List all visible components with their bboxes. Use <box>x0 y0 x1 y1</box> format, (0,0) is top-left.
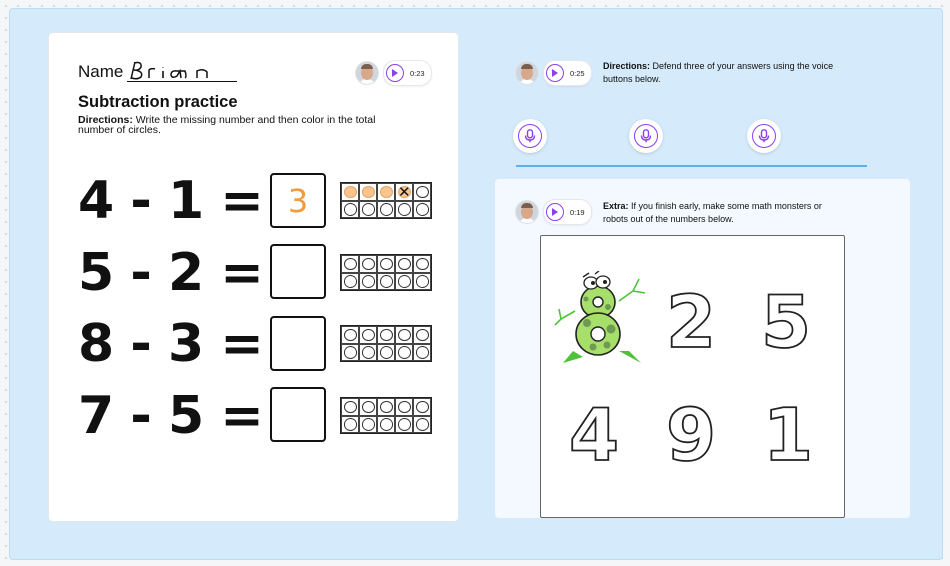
circle <box>344 203 357 216</box>
circle <box>398 329 411 342</box>
mic-icon <box>758 129 770 143</box>
ten-frame[interactable] <box>340 325 432 362</box>
ten-frame-cell[interactable] <box>341 273 359 291</box>
directions-text: Write the missing number and then color in the total number of circles. <box>78 114 376 136</box>
ten-frame-cell[interactable] <box>341 416 359 434</box>
worksheet-page <box>49 33 458 521</box>
circle <box>344 258 357 271</box>
circle <box>344 401 357 414</box>
circle <box>416 203 429 216</box>
circle <box>380 418 393 431</box>
extra-text: If you finish early, make some math monsters or robots out of the numbers below. <box>603 201 822 224</box>
worksheet-title: Subtraction practice <box>78 93 238 111</box>
voice-duration: 0:25 <box>570 68 585 78</box>
circle <box>416 401 429 414</box>
record-button-2[interactable] <box>629 119 663 153</box>
problem-expression: 7 - 5 = <box>78 386 263 446</box>
ten-frame-cell[interactable] <box>413 398 431 416</box>
ten-frame-cell[interactable] <box>377 416 395 434</box>
circle <box>380 346 393 359</box>
ten-frame-cell[interactable] <box>341 183 359 201</box>
section-divider <box>516 165 867 167</box>
avatar <box>516 62 538 84</box>
name-field[interactable] <box>127 59 237 82</box>
answer-box[interactable] <box>270 316 326 371</box>
voice-duration: 0:23 <box>410 68 425 78</box>
ten-frame-cell[interactable] <box>377 326 395 344</box>
ten-frame-cell[interactable] <box>377 273 395 291</box>
ten-frame-cell[interactable] <box>413 344 431 362</box>
answer-box[interactable] <box>270 387 326 442</box>
circle <box>362 275 375 288</box>
ten-frame-cell[interactable] <box>395 183 413 201</box>
circle <box>344 275 357 288</box>
ten-frame-cell[interactable] <box>377 201 395 219</box>
directions-label: Directions: <box>78 114 133 126</box>
ten-frame-cell[interactable] <box>341 326 359 344</box>
ten-frame-cell[interactable] <box>359 183 377 201</box>
mic-icon <box>640 129 652 143</box>
ten-frame[interactable] <box>340 254 432 291</box>
circle <box>362 329 375 342</box>
ten-frame-cell[interactable] <box>359 398 377 416</box>
ten-frame-cell[interactable] <box>395 255 413 273</box>
defend-directions <box>603 60 843 86</box>
circle <box>362 401 375 414</box>
circle <box>416 186 429 199</box>
ten-frame-cell[interactable] <box>359 273 377 291</box>
ten-frame-cell[interactable] <box>359 201 377 219</box>
circle <box>380 275 393 288</box>
voice-play-button[interactable] <box>543 199 592 225</box>
circle <box>344 346 357 359</box>
record-button-1[interactable] <box>513 119 547 153</box>
circle <box>416 275 429 288</box>
answer-box[interactable] <box>270 244 326 299</box>
voice-play-button[interactable] <box>543 60 592 86</box>
ten-frame-cell[interactable] <box>341 398 359 416</box>
outline-number: 5 <box>761 280 812 364</box>
directions-text: Defend three of your answers using the voice buttons below. <box>603 61 834 84</box>
ten-frame-cell[interactable] <box>341 201 359 219</box>
ten-frame[interactable] <box>340 397 432 434</box>
circle <box>344 418 357 431</box>
play-icon <box>386 64 404 82</box>
problem-expression: 4 - 1 = <box>78 171 263 231</box>
outline-number: 2 <box>666 280 717 364</box>
circle <box>398 275 411 288</box>
ten-frame-cell[interactable] <box>359 326 377 344</box>
extra-directions <box>603 200 843 226</box>
circle <box>380 203 393 216</box>
cross-mark-icon: ✕ <box>398 183 411 201</box>
ten-frame-cell[interactable] <box>341 344 359 362</box>
circle <box>380 186 393 199</box>
voice-duration: 0:19 <box>570 207 585 217</box>
extra-voice-note <box>516 199 592 225</box>
defend-voice-note <box>516 60 592 86</box>
ten-frame-cell[interactable] <box>359 416 377 434</box>
name-label: Name <box>78 62 124 81</box>
circle <box>380 258 393 271</box>
ten-frame-cell[interactable] <box>413 326 431 344</box>
ten-frame-cell[interactable] <box>395 201 413 219</box>
circle <box>344 186 357 199</box>
ten-frame-cell[interactable] <box>395 398 413 416</box>
circle <box>416 329 429 342</box>
ten-frame-cell[interactable] <box>359 344 377 362</box>
circle <box>398 346 411 359</box>
outline-number: 4 <box>569 393 620 477</box>
circle <box>380 329 393 342</box>
ten-frame-cell[interactable] <box>395 326 413 344</box>
worksheet-voice-note <box>356 60 432 86</box>
circle <box>362 346 375 359</box>
voice-play-button[interactable] <box>383 60 432 86</box>
circle <box>362 258 375 271</box>
worksheet-directions <box>78 115 398 135</box>
outline-number: 9 <box>666 393 717 477</box>
answer-value: 3 <box>287 181 309 220</box>
play-icon <box>546 64 564 82</box>
circle <box>362 418 375 431</box>
circle <box>380 401 393 414</box>
answer-box[interactable] <box>270 173 326 228</box>
directions-label: Directions: <box>603 61 651 71</box>
answer-value <box>272 389 324 440</box>
avatar <box>516 201 538 223</box>
ten-frame-cell[interactable] <box>377 183 395 201</box>
circle <box>398 258 411 271</box>
circle <box>398 418 411 431</box>
circle <box>398 203 411 216</box>
play-icon <box>546 203 564 221</box>
answer-value <box>272 318 324 369</box>
record-button-3[interactable] <box>747 119 781 153</box>
circle <box>416 418 429 431</box>
ten-frame-cell[interactable] <box>377 398 395 416</box>
outline-number: 1 <box>763 393 814 477</box>
circle <box>362 203 375 216</box>
problem-expression: 5 - 2 = <box>78 243 263 303</box>
extra-label: Extra: <box>603 201 629 211</box>
avatar <box>356 62 378 84</box>
numbers-canvas[interactable] <box>540 235 845 518</box>
circle <box>362 186 375 199</box>
circle <box>416 346 429 359</box>
ten-frame-cell[interactable] <box>377 344 395 362</box>
ten-frame-cell[interactable] <box>413 416 431 434</box>
circle <box>416 258 429 271</box>
circle <box>344 329 357 342</box>
ten-frame-cell[interactable] <box>413 273 431 291</box>
ten-frame-cell[interactable] <box>395 344 413 362</box>
mic-icon <box>524 129 536 143</box>
ten-frame-cell[interactable] <box>413 255 431 273</box>
ten-frame-cell[interactable] <box>377 255 395 273</box>
problem-expression: 8 - 3 = <box>78 314 263 374</box>
ten-frame-cell[interactable] <box>395 273 413 291</box>
ten-frame-cell[interactable] <box>359 255 377 273</box>
answer-value <box>272 246 324 297</box>
ten-frame-cell[interactable] <box>413 201 431 219</box>
circle <box>398 401 411 414</box>
monster-eight-drawing <box>553 271 649 366</box>
ten-frame[interactable] <box>340 182 432 219</box>
ten-frame-cell[interactable] <box>413 183 431 201</box>
ten-frame-cell[interactable] <box>395 416 413 434</box>
name-row <box>78 59 237 82</box>
handwritten-name <box>127 59 237 83</box>
ten-frame-cell[interactable] <box>341 255 359 273</box>
